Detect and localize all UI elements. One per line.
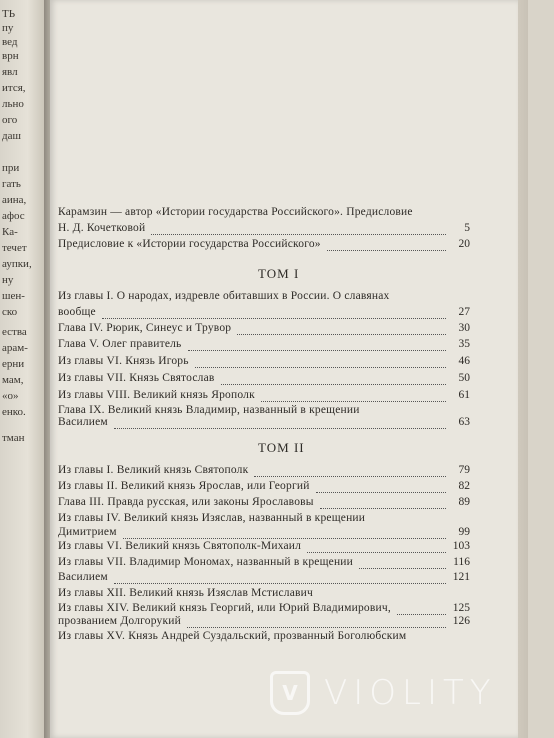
- toc-leader-dots: [123, 537, 446, 539]
- toc-page-number: 116: [453, 556, 470, 568]
- left-page-fragment: шен-: [2, 290, 25, 302]
- toc-page-number: 61: [458, 389, 470, 401]
- toc-entry-text: Н. Д. Кочетковой: [58, 222, 146, 234]
- toc-entry-text: Из главы XII. Великий князь Изяслав Мстиславич: [58, 587, 313, 599]
- toc-entry-text: Из главы VI. Великий князь Святополк-Михаил: [58, 540, 302, 552]
- toc-page-number: 30: [458, 322, 470, 334]
- toc-leader-dots: [188, 349, 446, 351]
- left-page-fragment: ится,: [2, 82, 26, 94]
- toc-leader-dots: [307, 551, 446, 553]
- toc-entry-text: Из главы IV. Великий князь Изяслав, названный в крещении: [58, 512, 366, 524]
- left-page-fragment: льно: [2, 98, 24, 110]
- toc-page-number: 82: [458, 480, 470, 492]
- left-page-fragment: гать: [2, 178, 21, 190]
- toc-entry-text: Из главы XIV. Великий князь Георгий, или Юрий Владимирович,: [58, 602, 391, 614]
- toc-entry-text: Василием: [58, 571, 108, 583]
- toc-leader-dots: [397, 613, 446, 615]
- left-page-fragment: ого: [2, 114, 18, 126]
- toc-leader-dots: [359, 567, 446, 569]
- watermark: [270, 668, 540, 718]
- toc-leader-dots: [102, 317, 446, 319]
- left-page-fragment: пу: [2, 22, 14, 34]
- toc-leader-dots: [114, 582, 446, 584]
- toc-page-number: 99: [458, 526, 470, 538]
- board: [528, 0, 554, 738]
- left-page-fragment: аина,: [2, 194, 27, 206]
- toc-leader-dots: [187, 626, 446, 628]
- toc-entry-text: прозванием Долгорукий: [58, 615, 181, 627]
- left-page-fragment: даш: [2, 130, 21, 142]
- toc-leader-dots: [316, 491, 446, 493]
- left-page-fragment: енко.: [2, 406, 26, 418]
- left-page-fragment: «о»: [2, 390, 19, 402]
- toc-page-number: 125: [452, 602, 470, 614]
- watermark-text: VIOLITY: [324, 673, 497, 713]
- toc-entry-text: вообще: [58, 306, 96, 318]
- left-page-fragment: ну: [2, 274, 14, 286]
- toc-entry-text: Глава V. Олег правитель: [58, 338, 182, 350]
- toc-entry-text: Глава IV. Рюрик, Синеус и Трувор: [58, 322, 232, 334]
- toc-entry-text: Предисловие к «Истории государства Российского»: [58, 238, 321, 250]
- left-page-fragment: аупки,: [2, 258, 32, 270]
- toc-leader-dots: [254, 475, 446, 477]
- toc-entry-text: Из главы XV. Князь Андрей Суздальский, прозванный Боголюбским: [58, 630, 407, 642]
- toc-leader-dots: [327, 249, 446, 251]
- left-page-fragment: врн: [2, 50, 19, 62]
- tom2-heading: ТОМ II: [258, 440, 305, 455]
- toc-leader-dots: [261, 400, 446, 402]
- left-page: [0, 0, 46, 738]
- toc-leader-dots: [195, 366, 446, 368]
- toc-page-number: 35: [458, 338, 470, 350]
- toc-entry-text: Глава III. Правда русская, или законы Ярославовы: [58, 496, 314, 508]
- toc-entry-text: Глава IX. Великий князь Владимир, названный в крещении: [58, 404, 360, 416]
- left-page-fragment: ТЬ: [2, 8, 16, 20]
- toc-page-number: 20: [458, 238, 470, 250]
- toc-leader-dots: [320, 507, 446, 509]
- toc-entry-text: Из главы VII. Князь Святослав: [58, 372, 215, 384]
- toc-page-number: 5: [464, 222, 470, 234]
- toc-entry-text: Из главы I. Великий князь Святополк: [58, 464, 249, 476]
- left-page-fragment: ско: [2, 306, 18, 318]
- toc-page-number: 79: [458, 464, 470, 476]
- toc-page-number: 126: [452, 615, 470, 627]
- left-page-fragment: мам,: [2, 374, 24, 386]
- toc-entry-text: Карамзин — автор «Истории государства Российского». Предисловие: [58, 206, 413, 218]
- tom1-heading: ТОМ I: [258, 266, 300, 281]
- left-page-fragment: ества: [2, 326, 27, 338]
- toc-page-number: 50: [458, 372, 470, 384]
- toc-page-number: 121: [452, 571, 470, 583]
- toc-leader-dots: [151, 233, 446, 235]
- left-page-fragment: Ка-: [2, 226, 18, 238]
- toc-leader-dots: [221, 383, 446, 385]
- toc-page-number: 103: [452, 540, 470, 552]
- toc-entry-text: Из главы VIII. Великий князь Ярополк: [58, 389, 255, 401]
- toc-entry-text: Василием: [58, 416, 108, 428]
- left-page-fragment: при: [2, 162, 20, 174]
- left-page-fragment: течет: [2, 242, 27, 254]
- left-page-fragment: вед: [2, 36, 18, 48]
- left-page-fragment: ерни: [2, 358, 25, 370]
- toc-page-number: 63: [458, 416, 470, 428]
- left-page-fragment: тман: [2, 432, 25, 444]
- toc-leader-dots: [114, 427, 446, 429]
- toc-page-number: 27: [458, 306, 470, 318]
- right-edge: [518, 0, 554, 738]
- toc-entry-text: Димитрием: [58, 526, 117, 538]
- toc-entry-text: Из главы VI. Князь Игорь: [58, 355, 189, 367]
- left-page-fragment: афос: [2, 210, 25, 222]
- left-page-fragment: явл: [2, 66, 18, 78]
- toc-entry-text: Из главы I. О народах, издревле обитавших в России. О славянах: [58, 290, 390, 302]
- toc-leader-dots: [237, 333, 446, 335]
- toc-page-number: 89: [458, 496, 470, 508]
- watermark-logo-icon: V: [270, 671, 310, 715]
- toc-entry-text: Из главы II. Великий князь Ярослав, или Георгий: [58, 480, 310, 492]
- left-page-fragment: арам-: [2, 342, 28, 354]
- toc-page-number: 46: [458, 355, 470, 367]
- toc-entry-text: Из главы VII. Владимир Мономах, названный в крещении: [58, 556, 354, 568]
